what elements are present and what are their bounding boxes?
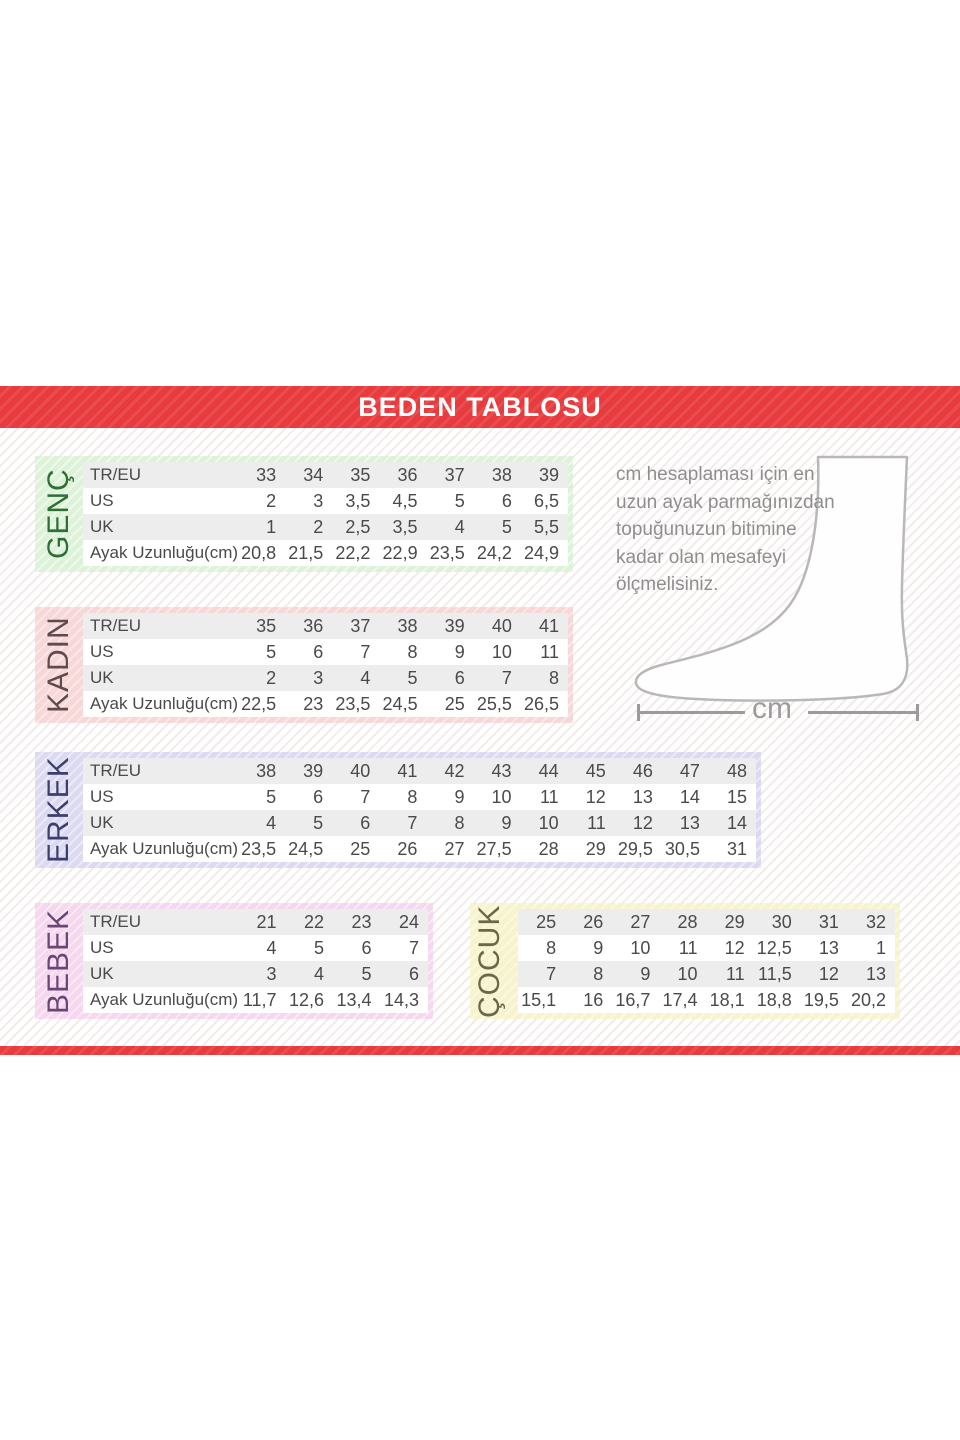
size-cell: 38 <box>256 760 277 781</box>
size-cell: 13 <box>818 937 839 958</box>
size-cell: 24 <box>398 911 419 932</box>
size-cell: 30 <box>771 911 792 932</box>
size-cell: 29,5 <box>617 838 653 859</box>
size-cell: 24,9 <box>523 542 560 563</box>
size-cell: 7 <box>501 667 512 688</box>
size-cell: 1 <box>875 937 886 958</box>
size-cell: 10 <box>491 786 512 807</box>
size-table-erkek-grid <box>83 758 756 862</box>
size-cell: 45 <box>585 760 606 781</box>
size-cell: 11 <box>540 641 559 662</box>
size-cell: 29 <box>724 911 745 932</box>
size-cell: 37 <box>444 464 465 485</box>
size-cell: 6 <box>361 937 372 958</box>
bottom-red-divider <box>0 1046 960 1055</box>
size-cell: 22,5 <box>241 693 277 714</box>
size-cell: 6 <box>501 490 512 511</box>
size-cell: 4 <box>313 963 324 984</box>
size-cell: 40 <box>350 760 371 781</box>
size-cell: 27 <box>444 838 465 859</box>
measure-line-right-tick <box>916 704 919 721</box>
table-row <box>83 665 568 691</box>
size-cell: 36 <box>303 615 324 636</box>
size-cell: 14 <box>679 786 700 807</box>
size-cell: 12 <box>724 937 745 958</box>
size-cell: 47 <box>679 760 700 781</box>
size-cell: 14,3 <box>383 989 420 1010</box>
table-row <box>83 639 568 665</box>
size-cell: 5 <box>266 641 277 662</box>
size-cell: 15,1 <box>521 989 557 1010</box>
size-cell: 25 <box>536 911 557 932</box>
size-cell: 16,7 <box>615 989 651 1010</box>
size-cell: 6 <box>313 641 324 662</box>
table-row <box>518 935 895 961</box>
size-cell: 11 <box>678 937 698 958</box>
size-cell: 39 <box>303 760 324 781</box>
size-cell: 19,5 <box>803 989 839 1010</box>
table-row <box>83 691 568 717</box>
table-row <box>83 462 568 488</box>
size-cell: 8 <box>548 667 559 688</box>
size-cell: 13 <box>632 786 653 807</box>
size-cell: 9 <box>454 786 465 807</box>
table-row <box>83 514 568 540</box>
row-label: US <box>90 491 114 510</box>
measure-note-line: ölçmelisiniz. <box>616 574 719 595</box>
size-cell: 13 <box>865 963 886 984</box>
row-label: UK <box>90 813 114 832</box>
size-cell: 43 <box>491 760 512 781</box>
size-cell: 30,5 <box>664 838 700 859</box>
table-row <box>83 961 428 987</box>
size-table-genc-grid <box>83 462 568 566</box>
size-cell: 20,2 <box>850 989 886 1010</box>
size-cell: 28 <box>538 838 559 859</box>
size-cell: 27 <box>630 911 651 932</box>
size-cell: 9 <box>454 641 465 662</box>
size-cell: 11 <box>587 812 606 833</box>
size-cell: 16 <box>583 989 604 1010</box>
size-cell: 8 <box>407 786 418 807</box>
size-cell: 12,5 <box>756 937 792 958</box>
size-table-bebek-label: BEBEK <box>42 908 75 1014</box>
measure-note-line: cm hesaplaması için en <box>616 464 815 485</box>
size-cell: 6 <box>360 812 371 833</box>
size-cell: 41 <box>397 760 418 781</box>
row-label: US <box>90 787 114 806</box>
size-cell: 5 <box>266 786 277 807</box>
size-cell: 6 <box>313 786 324 807</box>
size-table-bebek-grid <box>83 909 428 1013</box>
size-cell: 9 <box>593 937 604 958</box>
size-cell: 22,2 <box>335 542 371 563</box>
size-cell: 27,5 <box>476 838 512 859</box>
size-cell: 25,5 <box>476 693 512 714</box>
size-cell: 41 <box>538 615 559 636</box>
size-cell: 2,5 <box>345 516 371 537</box>
size-cell: 12 <box>818 963 839 984</box>
size-cell: 25 <box>350 838 371 859</box>
size-cell: 26 <box>583 911 604 932</box>
size-cell: 9 <box>640 963 651 984</box>
size-cell: 5 <box>407 667 418 688</box>
row-label: UK <box>90 964 114 983</box>
size-cell: 35 <box>256 615 277 636</box>
size-cell: 29 <box>585 838 606 859</box>
size-cell: 5,5 <box>533 516 559 537</box>
size-cell: 8 <box>593 963 604 984</box>
size-cell: 28 <box>677 911 698 932</box>
size-cell: 3 <box>313 490 324 511</box>
size-cell: 14 <box>727 812 748 833</box>
size-cell: 10 <box>538 812 559 833</box>
size-cell: 10 <box>630 937 651 958</box>
size-cell: 21,5 <box>288 542 324 563</box>
row-label: Ayak Uzunluğu(cm) <box>90 990 239 1009</box>
size-cell: 12,6 <box>288 989 325 1010</box>
size-cell: 32 <box>865 911 886 932</box>
size-cell: 15 <box>727 786 748 807</box>
size-cell: 42 <box>444 760 465 781</box>
measure-note-line: topuğunuzun bitimine <box>616 519 797 540</box>
size-cell: 17,4 <box>662 989 698 1010</box>
table-row <box>83 810 756 836</box>
title-banner <box>0 386 960 428</box>
row-label: TR/EU <box>90 616 141 635</box>
size-cell: 7 <box>360 786 371 807</box>
size-cell: 40 <box>491 615 512 636</box>
size-cell: 18,8 <box>756 989 792 1010</box>
table-row <box>83 613 568 639</box>
size-cell: 4 <box>360 667 371 688</box>
size-cell: 22,9 <box>382 542 418 563</box>
size-table-cocuk <box>470 903 900 1019</box>
table-row <box>518 961 895 987</box>
size-cell: 18,1 <box>709 989 745 1010</box>
size-cell: 11,7 <box>242 989 277 1010</box>
size-cell: 9 <box>501 812 512 833</box>
size-cell: 8 <box>454 812 465 833</box>
size-cell: 4 <box>266 812 277 833</box>
size-cell: 35 <box>350 464 371 485</box>
size-cell: 8 <box>546 937 557 958</box>
size-cell: 11 <box>539 786 559 807</box>
table-row <box>83 540 568 566</box>
measure-line-left-segment <box>640 711 745 714</box>
size-cell: 8 <box>407 641 418 662</box>
size-cell: 11,5 <box>758 963 792 984</box>
size-cell: 22 <box>303 911 324 932</box>
size-cell: 46 <box>632 760 653 781</box>
size-cell: 48 <box>727 760 748 781</box>
size-cell: 20,8 <box>241 542 277 563</box>
size-cell: 4,5 <box>392 490 418 511</box>
row-label: US <box>90 938 114 957</box>
table-row <box>518 987 895 1013</box>
size-table-kadin-label: KADIN <box>42 616 75 714</box>
size-table-kadin-grid <box>83 613 568 717</box>
size-cell: 3 <box>266 963 277 984</box>
size-cell: 6 <box>454 667 465 688</box>
size-cell: 39 <box>538 464 559 485</box>
measure-note <box>616 461 835 599</box>
size-cell: 26,5 <box>523 693 560 714</box>
size-table-genc <box>35 456 573 572</box>
size-cell: 3,5 <box>345 490 371 511</box>
size-cell: 23,5 <box>335 693 371 714</box>
size-cell: 7 <box>360 641 371 662</box>
size-cell: 13,4 <box>336 989 372 1010</box>
measure-unit-label: cm <box>752 692 792 725</box>
row-label: UK <box>90 517 114 536</box>
size-cell: 6 <box>408 963 419 984</box>
size-cell: 38 <box>491 464 512 485</box>
size-cell: 24,5 <box>382 693 418 714</box>
table-row <box>83 909 428 935</box>
size-cell: 33 <box>256 464 277 485</box>
table-row <box>83 784 756 810</box>
size-cell: 2 <box>266 490 277 511</box>
size-table-genc-label: GENÇ <box>42 468 75 560</box>
size-cell: 37 <box>350 615 371 636</box>
size-cell: 21 <box>256 911 277 932</box>
row-label: Ayak Uzunluğu(cm) <box>90 839 239 858</box>
size-cell: 5 <box>361 963 372 984</box>
size-cell: 31 <box>818 911 839 932</box>
size-cell: 7 <box>546 963 557 984</box>
row-label: TR/EU <box>90 761 141 780</box>
row-label: Ayak Uzunluğu(cm) <box>90 694 239 713</box>
table-row <box>83 935 428 961</box>
row-label: TR/EU <box>90 465 141 484</box>
measure-note-line: uzun ayak parmağınızdan <box>616 491 835 513</box>
size-cell: 5 <box>313 937 324 958</box>
size-cell: 7 <box>407 812 418 833</box>
row-label: TR/EU <box>90 912 141 931</box>
size-table-bebek <box>35 903 433 1019</box>
size-cell: 31 <box>727 838 748 859</box>
size-table-kadin <box>35 607 573 723</box>
size-cell: 23,5 <box>429 542 465 563</box>
size-cell: 10 <box>491 641 512 662</box>
table-row <box>83 987 428 1013</box>
size-table-erkek <box>35 752 761 868</box>
table-row <box>83 488 568 514</box>
row-label: UK <box>90 668 114 687</box>
page-title: BEDEN TABLOSU <box>358 391 602 422</box>
size-cell: 11 <box>725 963 745 984</box>
size-cell: 38 <box>397 615 418 636</box>
size-cell: 12 <box>585 786 606 807</box>
size-cell: 23,5 <box>241 838 277 859</box>
size-cell: 2 <box>266 667 277 688</box>
size-cell: 4 <box>266 937 277 958</box>
size-cell: 3,5 <box>392 516 418 537</box>
size-cell: 36 <box>397 464 418 485</box>
table-row <box>83 758 756 784</box>
size-cell: 7 <box>408 937 419 958</box>
size-table-erkek-label: ERKEK <box>42 756 75 864</box>
size-cell: 2 <box>313 516 324 537</box>
size-cell: 10 <box>677 963 698 984</box>
size-cell: 4 <box>454 516 465 537</box>
size-cell: 5 <box>313 812 324 833</box>
row-label: US <box>90 642 114 661</box>
size-cell: 24,2 <box>476 542 512 563</box>
size-cell: 23 <box>351 911 372 932</box>
size-cell: 5 <box>454 490 465 511</box>
measure-line-right-segment <box>808 711 916 714</box>
size-cell: 39 <box>444 615 465 636</box>
measure-note-line: kadar olan mesafeyi <box>616 546 787 568</box>
size-cell: 25 <box>444 693 465 714</box>
size-cell: 34 <box>303 464 324 485</box>
table-row <box>83 836 756 862</box>
size-cell: 3 <box>313 667 324 688</box>
size-table-cocuk-grid <box>518 909 895 1013</box>
size-cell: 13 <box>679 812 700 833</box>
size-cell: 1 <box>266 516 277 537</box>
size-cell: 6,5 <box>533 490 559 511</box>
size-cell: 12 <box>632 812 653 833</box>
size-table-cocuk-label: ÇOCUK <box>473 904 506 1018</box>
size-cell: 26 <box>397 838 418 859</box>
size-cell: 24,5 <box>288 838 324 859</box>
table-row <box>518 909 895 935</box>
size-cell: 5 <box>501 516 512 537</box>
size-cell: 44 <box>538 760 559 781</box>
row-label: Ayak Uzunluğu(cm) <box>90 543 239 562</box>
size-cell: 23 <box>303 693 324 714</box>
